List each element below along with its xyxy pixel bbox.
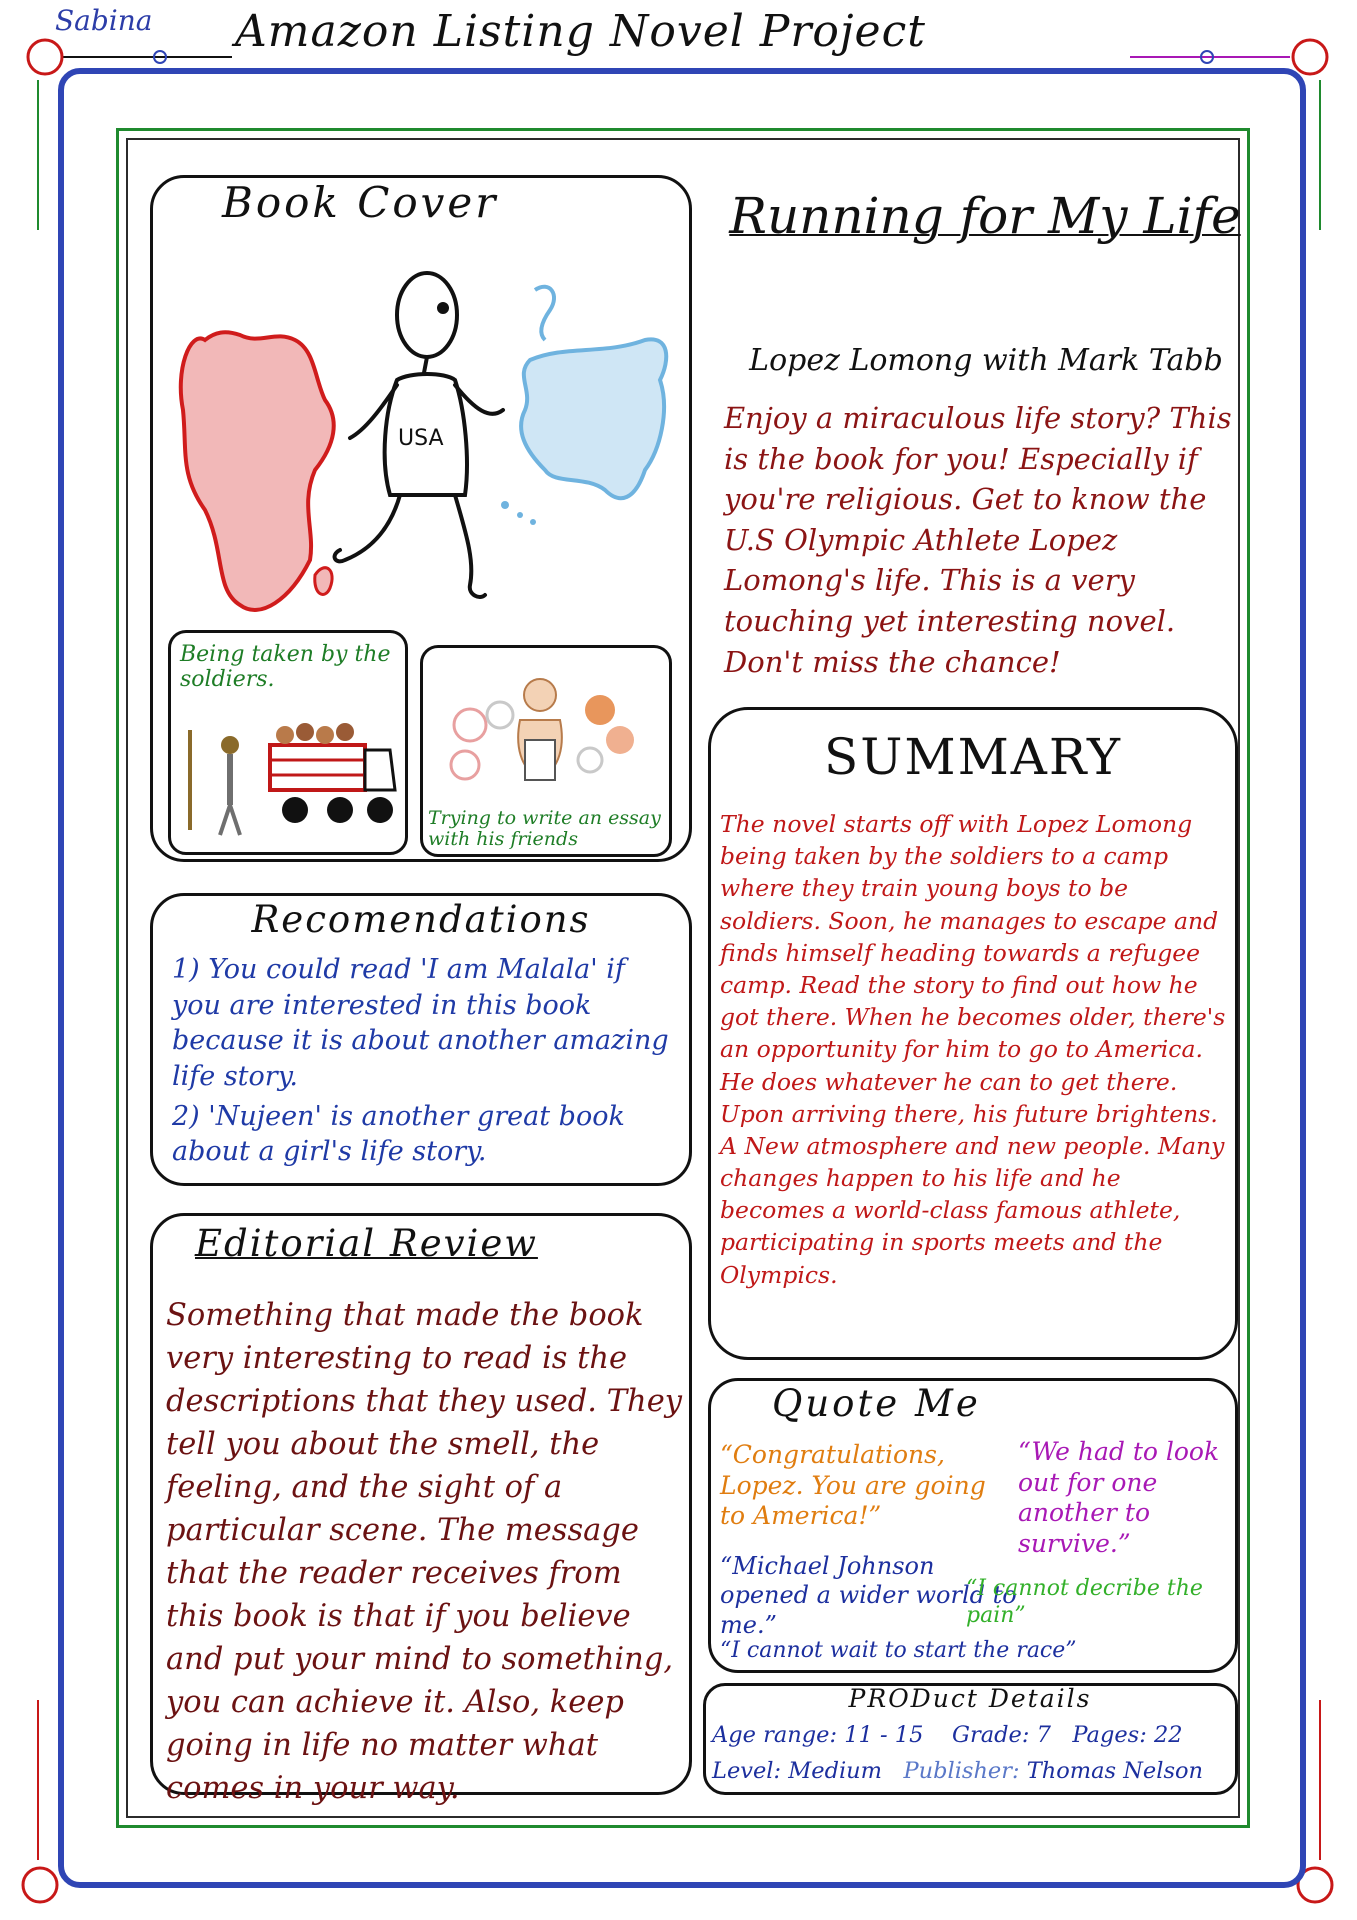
africa-map-drawing [181, 332, 334, 610]
truck-drawing [175, 710, 400, 850]
publisher: Thomas Nelson [1026, 1758, 1204, 1784]
shirt-text: USA [398, 426, 444, 451]
book-title: Running for My Life [729, 187, 1241, 245]
product-details-heading: PRODuct Details [848, 1684, 1092, 1713]
quote-item: “Michael Johnson opened a wider world to me.” [720, 1552, 1017, 1639]
quote-item: “Congratulations, Lopez. You are going to America!” [720, 1440, 986, 1530]
cover-illustration [165, 260, 685, 630]
recommendation-item: 2) 'Nujeen' is another great book about a girl's life story. [172, 1100, 625, 1168]
quote-item: “We had to look out for one another to survive.” [1018, 1437, 1220, 1558]
editorial-text: Something that made the book very interesting to read is the descriptions that they used. They tell you about the smell, the feeling, and the sight of a particular scene. The message that the reader receives from this book is that if you believe and put your mind to something, you can achieve it. Also, keep going in life no matter what comes in your way. [166, 1298, 682, 1806]
pages: Pages: 22 [1072, 1722, 1183, 1748]
book-cover-heading: Book Cover [222, 178, 499, 227]
details-row-1 [712, 1722, 1232, 1748]
recommendations-heading: Recomendations [251, 898, 591, 941]
editorial-heading: Editorial Review [195, 1222, 538, 1265]
book-authors: Lopez Lomong with Mark Tabb [749, 343, 1223, 378]
publisher-label: Publisher: [903, 1758, 1020, 1784]
recommendation-item: 1) You could read 'I am Malala' if you are interested in this book because it is about another amazing life story. [172, 954, 669, 1092]
book-blurb: Enjoy a miraculous life story? This is the book for you! Especially if you're religious. Get to know the U.S Olympic Athlete Lopez Lomong's life. This is a very touching yet interesting novel. Don't miss the chance! [724, 401, 1232, 679]
author-name: Sabina [55, 4, 153, 37]
recommendations-list [172, 952, 682, 1174]
summary-text: The novel starts off with Lopez Lomong being taken by the soldiers to a camp where they train young boys to be soldiers. Soon, he manages to escape and finds himself heading towards a refugee camp. Read the story to find out how he got there. When he becomes older, there's an opportunity for him to go to America. He does whatever he can to get there. Upon arriving there, his future brightens. A New atmosphere and new people. Many changes happen to his life and he becomes a world-class famous athlete, participating in sports meets and the Olympics. [720, 810, 1226, 1289]
details-row-2 [712, 1758, 1232, 1784]
boy-with-friends-drawing [440, 665, 650, 805]
age-range: Age range: 11 - 15 [712, 1722, 924, 1748]
summary-heading: SUMMARY [823, 728, 1122, 786]
usa-map-drawing [521, 339, 666, 498]
quote-item: “I cannot decribe the pain” [966, 1576, 1203, 1628]
page-title: Amazon Listing Novel Project [235, 6, 926, 57]
scene-2-caption: Trying to write an essay with his friends [428, 807, 661, 850]
quote-heading: Quote Me [772, 1382, 981, 1425]
level: Level: Medium [712, 1758, 882, 1784]
scene-1-caption: Being taken by the soldiers. [180, 642, 391, 693]
quote-item: “I cannot wait to start the race” [720, 1638, 1077, 1663]
grade: Grade: 7 [952, 1722, 1051, 1748]
